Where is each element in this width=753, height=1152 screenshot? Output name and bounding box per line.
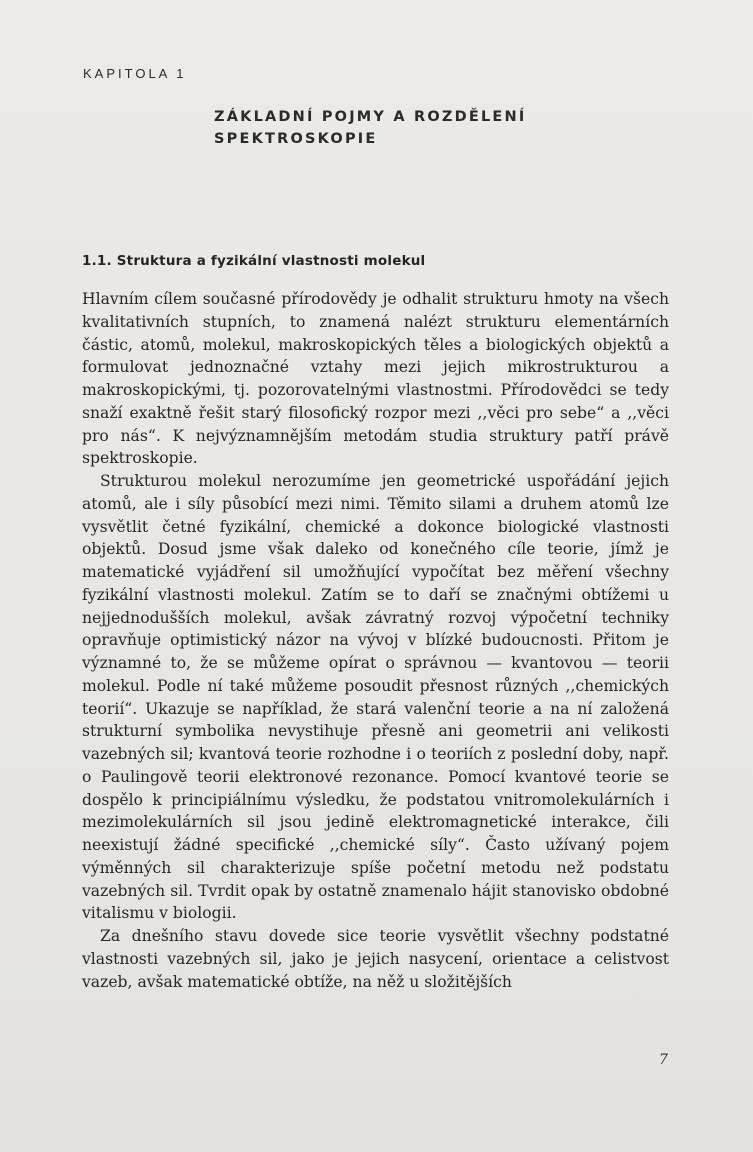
section-heading: 1.1. Struktura a fyzikální vlastnosti molekul bbox=[82, 253, 426, 269]
paragraph: Hlavním cílem současné přírodovědy je odhalit strukturu hmoty na všech kvalitativních stupních, to znamená nalézt strukturu elementárních částic, atomů, molekul, makroskopických těles a biologických objektů a formulovat jednoznačné vztahy mezi jejich mikrostrukturou a makroskopickými, tj. pozorovatelnými vlastnostmi. Přírodovědci se tedy snaží exaktně řešit starý filosofický rozpor mezi ,,věci pro sebe“ a ,,věci pro nás“. K nejvýznamnějším metodám studia struktury patří právě spektroskopie. bbox=[82, 290, 669, 468]
page-number: 7 bbox=[659, 1052, 668, 1068]
paragraph: Za dnešního stavu dovede sice teorie vysvětlit všechny podstatné vlastnosti vazebných sil, jako je jejich nasycení, orientace a celistvost vazeb, avšak matematické obtíže, na něž u složitějších bbox=[82, 927, 669, 991]
body-text bbox=[82, 288, 669, 993]
chapter-label: KAPITOLA 1 bbox=[83, 66, 187, 81]
paragraph: Strukturou molekul nerozumíme jen geometrické uspořádání jejich atomů, ale i síly působící mezi nimi. Těmito silami a druhem atomů lze vysvětlit četné fyzikální, chemické a dokonce biologické vlastnosti objektů. Dosud jsme však daleko od konečného cíle teorie, jímž je matematické vyjádření sil umožňující vypočítat bez měření všechny fyzikální vlastnosti molekul. Zatím se to daří se značnými obtížemi u nejjednodušších molekul, avšak závratný rozvoj výpočetní techniky opravňuje optimistický názor na vývoj v blízké budoucnosti. Přitom je významné to, že se můžeme opírat o správnou — kvantovou — teorii molekul. Podle ní také můžeme posoudit přesnost různých ,,chemických teorií“. Ukazuje se například, že stará valenční teorie a na ní založená strukturní symbolika nevystihuje přesně ani geometrii ani velikosti vazebných sil; kvantová teorie rozhodne i o teoriích z poslední doby, např. o Paulingově teorii elektronové rezonance. Pomocí kvantové teorie se dospělo k principiálnímu výsledku, že podstatou vnitromolekulárních i mezimolekulárních sil jsou jedině elektromagnetické interakce, čili neexistují žádné specifické ,,chemické síly“. Často užívaný pojem výměnných sil charakterizuje spíše početní metodu než podstatu vazebných sil. Tvrdit opak by ostatně znamenalo hájit stanovisko obdobné vitalismu v biologii. bbox=[82, 472, 669, 923]
chapter-title: ZÁKLADNÍ POJMY A ROZDĚLENÍ SPEKTROSKOPIE bbox=[214, 109, 527, 147]
